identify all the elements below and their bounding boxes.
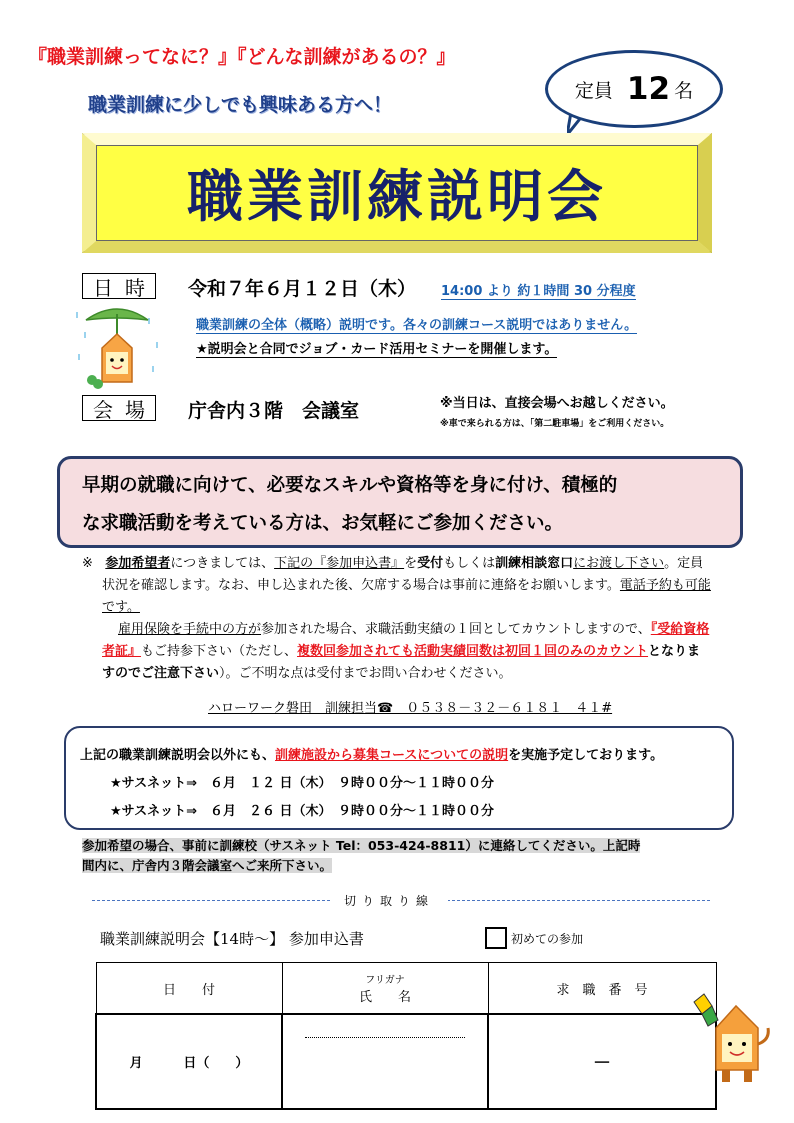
other-sessions-intro — [80, 742, 718, 770]
certificate-text: 『受給資格者証』 — [102, 622, 710, 659]
notes-paragraph-2 — [82, 619, 712, 685]
notes-text: につきましては、 — [170, 556, 275, 571]
venue-label — [82, 395, 156, 421]
contact-line — [208, 697, 612, 716]
job-number-dash: － — [593, 1052, 611, 1074]
date-label-char-1: 日 — [93, 275, 113, 300]
job-number-column-header: 求 職 番 号 — [488, 963, 716, 1015]
notes-block — [82, 553, 712, 685]
furigana-label: フリガナ — [365, 975, 405, 986]
seminar-note: ★説明会と合同でジョブ・カード活用セミナーを開催します。 — [196, 338, 557, 358]
capacity-unit: 名 — [674, 79, 694, 102]
name-label: 氏 名 — [358, 990, 411, 1005]
first-time-checkbox[interactable] — [485, 927, 507, 949]
first-time-label: 初めての参加 — [511, 932, 584, 946]
application-note-line-2: 間内に、庁舎内３階会議室へご来所下さい。 — [82, 858, 333, 873]
application-note — [82, 836, 712, 876]
reception-text: 受付 — [417, 556, 444, 571]
capacity-number: 12 — [626, 71, 671, 107]
venue-note: ※当日は、直接会場へお越しください。 — [440, 396, 674, 411]
submit-text: にお渡し下さい — [573, 556, 665, 571]
notes-text: 参加された場合、求職活動実績の１回としてカウントしますので、 — [261, 622, 651, 637]
sub-title: 職業訓練に少しでも興味ある方へ！ — [88, 94, 393, 116]
month-label: 月 — [129, 1056, 143, 1071]
invitation-box — [57, 456, 743, 548]
question-title: 『職業訓練ってなに？』『どんな訓練があるの？』 — [28, 46, 456, 68]
event-time: 14:00 より 約１時間 30 分程度 — [441, 280, 636, 300]
session-item: ★サスネット⇒ ６月 １２ 日（木） ９時００分～１１時００分 — [110, 776, 495, 791]
parking-note: ※車で来られる方は、「第二駐車場」をご利用ください。 — [440, 419, 670, 429]
name-field[interactable] — [282, 1014, 488, 1109]
page-title: 職業訓練説明会 — [187, 165, 607, 230]
contact-text: ハローワーク磐田 訓練担当☎ ０５３８－３２－６１８１ ４１# — [208, 701, 613, 716]
applicants-text: 参加希望者 — [105, 556, 171, 571]
intro-text: 上記の職業訓練説明会以外にも、 — [80, 748, 276, 763]
beginner-mascot-icon — [686, 984, 778, 1088]
counter-text: 訓練相談窓口 — [495, 556, 574, 571]
notes-text: を — [404, 556, 418, 571]
notes-text: もご持参下さい（ただし、 — [141, 644, 298, 659]
phone-reservation-text: 電話予約も可能です。 — [102, 578, 711, 615]
capacity-bubble — [545, 50, 723, 128]
job-number-field[interactable] — [488, 1014, 716, 1109]
intro-text: を実施予定しております。 — [508, 748, 664, 763]
form-title: 職業訓練説明会【14時～】 参加申込書 — [100, 930, 364, 948]
application-form-table — [95, 962, 717, 1110]
date-label — [82, 273, 156, 299]
table-header-row — [96, 963, 716, 1015]
invitation-line-1: 早期の就職に向けて、必要なスキルや資格等を身に付け、積極的 — [82, 475, 618, 496]
date-field[interactable] — [96, 1014, 282, 1109]
table-row — [96, 1014, 716, 1109]
mascot-umbrella-icon — [72, 302, 162, 392]
capacity-label: 定員 — [574, 79, 613, 102]
furigana-line — [305, 1037, 465, 1038]
insurance-text: 雇用保険を手続中の方が — [118, 622, 262, 637]
notes-text: もしくは — [443, 556, 496, 571]
cut-line-label: 切り取り線 — [330, 892, 448, 909]
date-label-char-2: 時 — [125, 275, 145, 300]
banner-panel — [96, 145, 698, 241]
day-label: 日（ ） — [183, 1056, 249, 1071]
date-column-header: 日 付 — [96, 963, 282, 1015]
caution-text: となりますのでご注意下さい — [102, 644, 701, 681]
name-column-header — [282, 963, 488, 1015]
session-item: ★サスネット⇒ ６月 ２６ 日（木） ９時００分～１１時００分 — [110, 804, 495, 819]
notes-paragraph-1 — [82, 553, 712, 619]
invitation-line-2: な求職活動を考えている方は、お気軽にご参加ください。 — [82, 513, 564, 534]
event-date: 令和７年６月１２日（木） — [188, 278, 417, 300]
form-reference: 下記の『参加申込書』 — [274, 556, 405, 571]
venue-name: 庁舎内３階 会議室 — [188, 400, 360, 422]
facility-explanation-text: 訓練施設から募集コースについての説明 — [275, 748, 509, 763]
venue-label-char-2: 場 — [125, 397, 145, 422]
overview-note: 職業訓練の全体（概略）説明です。各々の訓練コース説明ではありません。 — [196, 314, 637, 334]
notes-text: ）。ご不明な点は受付までお問い合わせください。 — [219, 666, 512, 681]
notes-mark: ※ — [82, 556, 93, 571]
application-note-line-1: 参加希望の場合、事前に訓練校（サスネット Tel：053-424-8811）に連絡してください。上記時 — [82, 838, 641, 853]
venue-label-char-1: 会 — [93, 397, 113, 422]
notes-text: 。定員状況を確認します。なお、申し込まれた後、欠席する場合は事前に連絡をお願いします。 — [102, 556, 704, 593]
count-warning-text: 複数回参加されても活動実績回数は初回１回のみのカウント — [297, 644, 649, 659]
other-sessions-box — [64, 726, 734, 830]
